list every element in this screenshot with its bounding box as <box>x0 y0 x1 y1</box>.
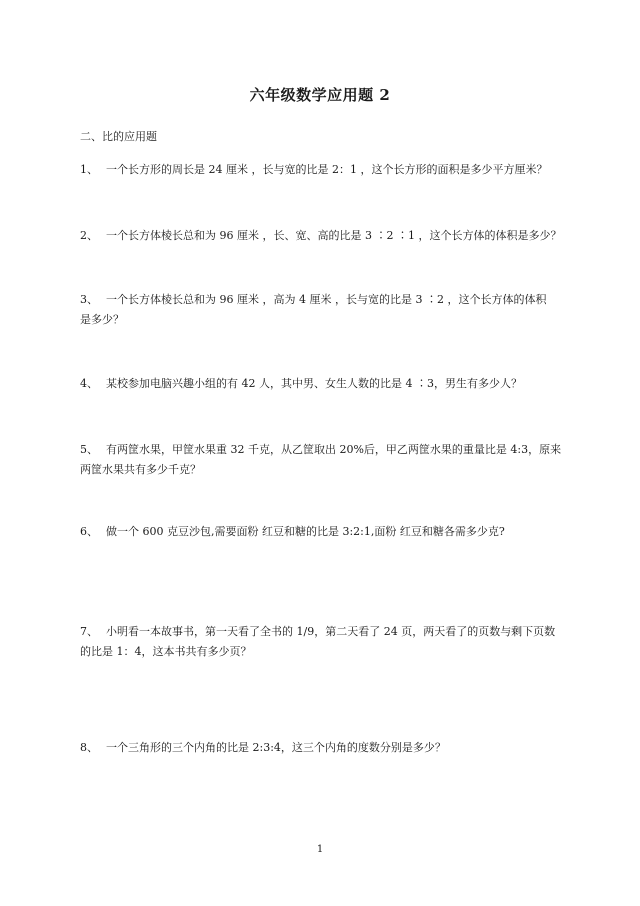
question-number: 5、 <box>80 443 98 456</box>
question-text: 某校参加电脑兴趣小组的有 42 人，其中男、女生人数的比是 4 ∶3，男生有多少人？ <box>106 377 522 390</box>
question-number: 4、 <box>80 377 98 390</box>
question-number: 3、 <box>80 293 98 306</box>
page-title: 六年级数学应用题 2 <box>249 86 391 104</box>
question-5 <box>80 440 570 480</box>
question-text-continued: 的比是 1：4，这本书共有多少页？ <box>80 645 252 658</box>
question-text-continued: 两筐水果共有多少千克？ <box>80 463 201 476</box>
question-text: 一个长方形的周长是 24 厘米 ，长与宽的比是 2：1 ，这个长方形的面积是多少平方厘米？ <box>106 163 548 176</box>
question-text: 有两筐水果，甲筐水果重 32 千克，从乙筐取出 20%后，甲乙两筐水果的重量比是 4:3，原来 <box>106 443 562 456</box>
question-8 <box>80 738 570 758</box>
question-number: 8、 <box>80 741 98 754</box>
section-heading: 二、比的应用题 <box>80 130 157 143</box>
question-text-continued: 是多少？ <box>80 313 124 326</box>
question-text: 一个长方体棱长总和为 96 厘米 ，长、宽、高的比是 3 ∶2 ∶1 ，这个长方体的体积是多少？ <box>106 229 562 242</box>
question-number: 7、 <box>80 625 98 638</box>
question-text: 一个三角形的三个内角的比是 2:3:4，这三个内角的度数分别是多少？ <box>106 741 446 754</box>
question-1 <box>80 160 570 180</box>
question-number: 6、 <box>80 525 98 538</box>
question-2 <box>80 226 570 246</box>
question-number: 2、 <box>80 229 98 242</box>
question-number: 1、 <box>80 163 98 176</box>
question-3 <box>80 290 570 330</box>
question-7 <box>80 622 570 662</box>
question-4 <box>80 374 570 394</box>
page-number: 1 <box>316 844 324 855</box>
question-6 <box>80 522 570 542</box>
question-text: 小明看一本故事书，第一天看了全书的 1/9，第二天看了 24 页，两天看了的页数与剩下页数 <box>106 625 556 638</box>
question-text: 做一个 600 克豆沙包,需要面粉 红豆和糖的比是 3:2:1,面粉 红豆和糖各需多少克? <box>106 525 505 538</box>
question-text: 一个长方体棱长总和为 96 厘米 ，高为 4 厘米 ，长与宽的比是 3 ∶2 ，这个长方体的体积 <box>106 293 547 306</box>
